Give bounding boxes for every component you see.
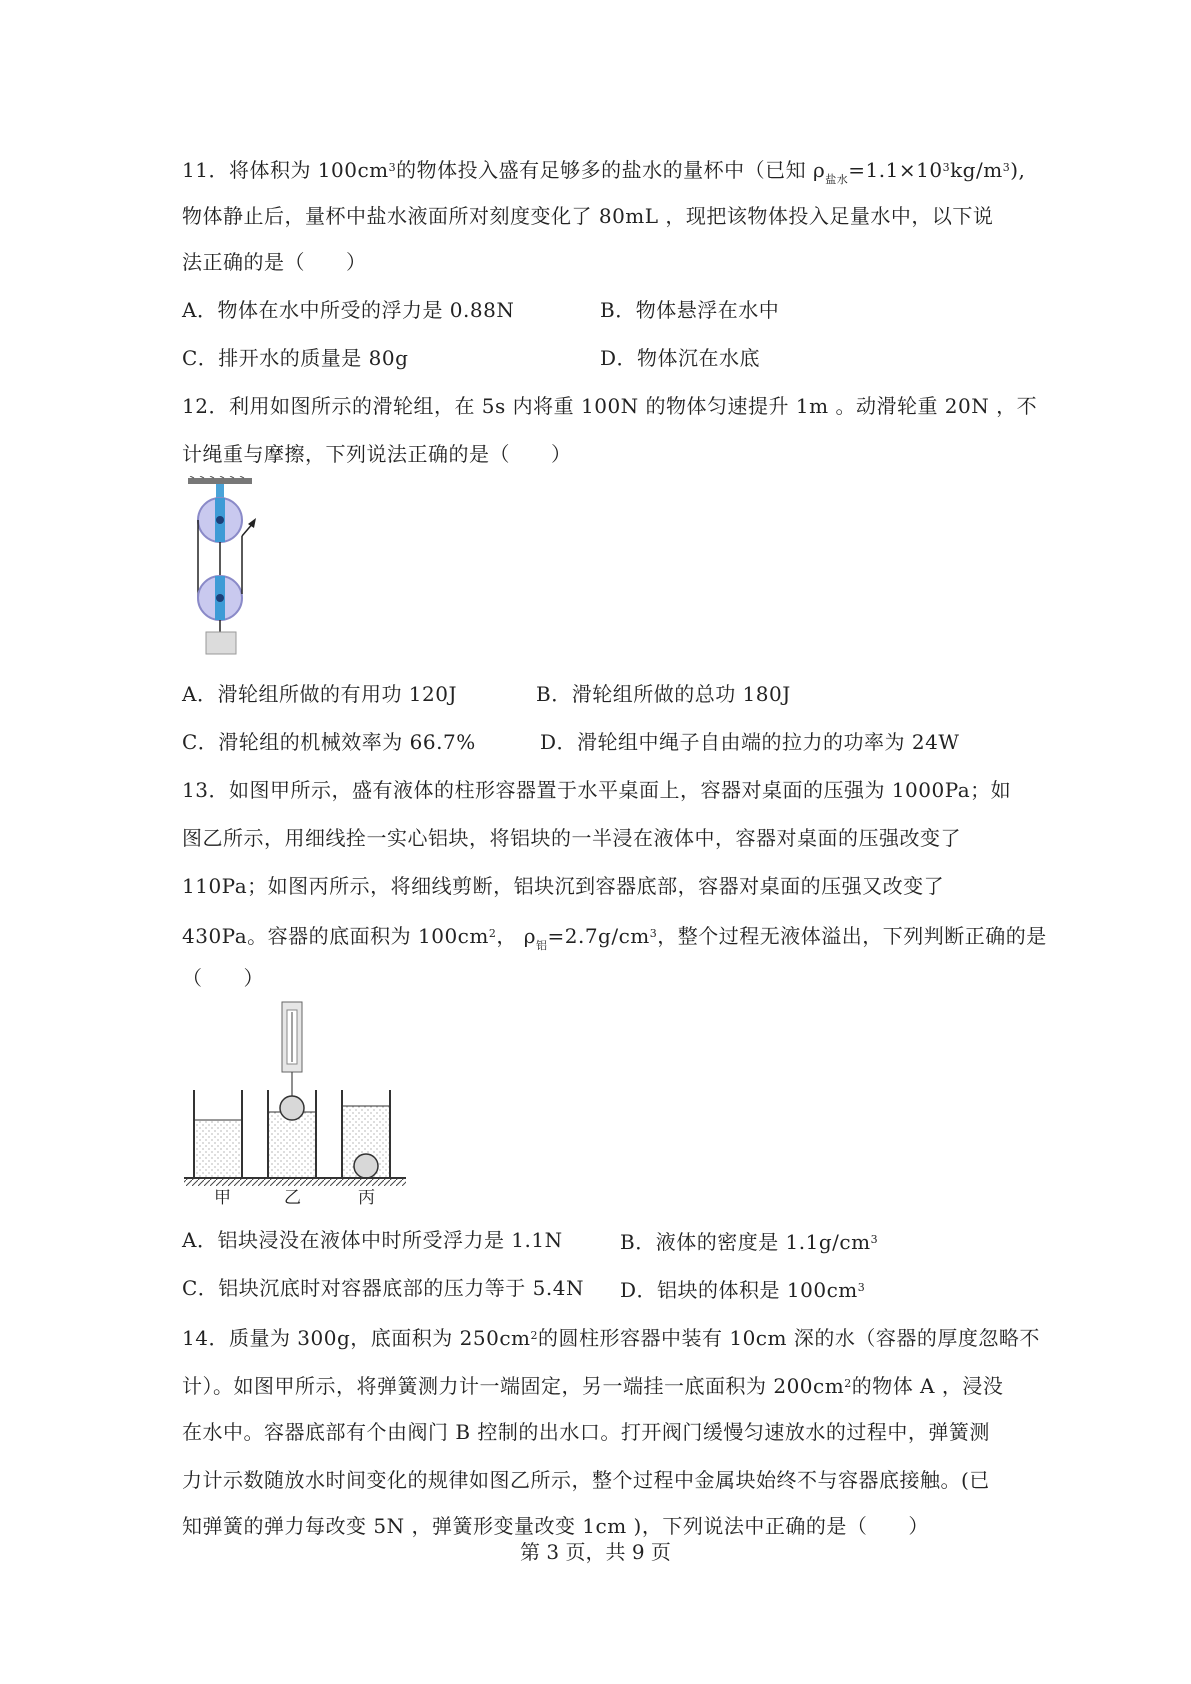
q13-line-3: 110Pa；如图丙所示，将细线剪断，铝块沉到容器底部，容器对桌面的压强又改变了 [182, 874, 945, 898]
q11-line-3: 法正确的是（ ） [182, 250, 367, 274]
q12-option-a: A．滑轮组所做的有用功 120J [182, 682, 457, 706]
label-bing: 丙 [358, 1188, 376, 1208]
q11-line-1: 11．将体积为 $100cm^3$的物体投入盛有足够多的盐水的量杯中（已知 $\rho_{盐水}=1.1\times 10^3kg/m^3$), [182, 158, 1026, 186]
container-bing [342, 1090, 390, 1178]
q12-line-1: 12．利用如图所示的滑轮组，在 5s 内将重 100N 的物体匀速提升 1m 。动滑轮重 20N ，不 [182, 394, 1038, 418]
q11-line-2: 物体静止后，量杯中盐水液面所对刻度变化了 80mL ，现把该物体投入足量水中，以下说 [182, 204, 994, 228]
containers-figure [180, 1000, 410, 1210]
q13-line-4: 430Pa。容器的底面积为 $100cm^2$， $\rho_铝=2.7g/cm^3$，整个过程无液体溢出，下列判断正确的是 [182, 924, 1047, 952]
q13-line-5: （ ） [182, 966, 264, 990]
q13-option-d: D．铝块的体积是 $100cm^3$ [620, 1278, 866, 1302]
movable-pulley [198, 576, 242, 620]
pulley-system-figure [180, 476, 280, 656]
label-jia: 甲 [214, 1188, 232, 1208]
ceiling-support [188, 476, 252, 484]
q11-option-a: A．物体在水中所受的浮力是 0.88N [182, 298, 515, 322]
q14-line-4: 力计示数随放水时间变化的规律如图乙所示，整个过程中金属块始终不与容器底接触。(已 [182, 1468, 990, 1492]
q13-option-a: A．铝块浸没在液体中时所受浮力是 1.1N [182, 1228, 563, 1252]
q12-option-b: B．滑轮组所做的总功 180J [536, 682, 791, 706]
q14-line-2: 计）。如图甲所示，将弹簧测力计一端固定，另一端挂一底面积为 $200cm^2$的物体 A ，浸没 [182, 1374, 1004, 1398]
q14-line-1: 14．质量为 300g，底面积为 $250cm^2$的圆柱形容器中装有 10cm 深的水（容器的厚度忽略不 [182, 1326, 1040, 1350]
q13-line-2: 图乙所示，用细线拴一实心铝块，将铝块的一半浸在液体中，容器对桌面的压强改变了 [182, 826, 961, 850]
spring-scale [282, 1002, 302, 1096]
page-footer: 第 3 页，共 9 页 [520, 1540, 671, 1564]
q11-option-b: B．物体悬浮在水中 [600, 298, 780, 322]
label-yi: 乙 [284, 1188, 302, 1208]
q12-option-d: D．滑轮组中绳子自由端的拉力的功率为 24W [540, 730, 960, 754]
q11-option-c: C．排开水的质量是 80g [182, 346, 409, 370]
q13-option-b: B．液体的密度是 $1.1g/cm^3$ [620, 1230, 879, 1254]
container-yi [268, 1090, 316, 1178]
fixed-pulley [198, 498, 242, 542]
q14-line-5: 知弹簧的弹力每改变 5N ，弹簧形变量改变 1cm )，下列说法中正确的是（ ） [182, 1514, 929, 1538]
q14-line-3: 在水中。容器底部有个由阀门 B 控制的出水口。打开阀门缓慢匀速放水的过程中，弹簧测 [182, 1420, 990, 1444]
q12-line-2: 计绳重与摩擦，下列说法正确的是（ ） [182, 442, 572, 466]
container-jia [194, 1090, 242, 1178]
q13-line-1: 13．如图甲所示，盛有液体的柱形容器置于水平桌面上，容器对桌面的压强为 1000Pa；如 [182, 778, 1012, 802]
weight-block [206, 632, 236, 654]
q11-option-d: D．物体沉在水底 [600, 346, 761, 370]
q12-option-c: C．滑轮组的机械效率为 66.7% [182, 730, 476, 754]
q13-option-c: C．铝块沉底时对容器底部的压力等于 5.4N [182, 1276, 584, 1300]
